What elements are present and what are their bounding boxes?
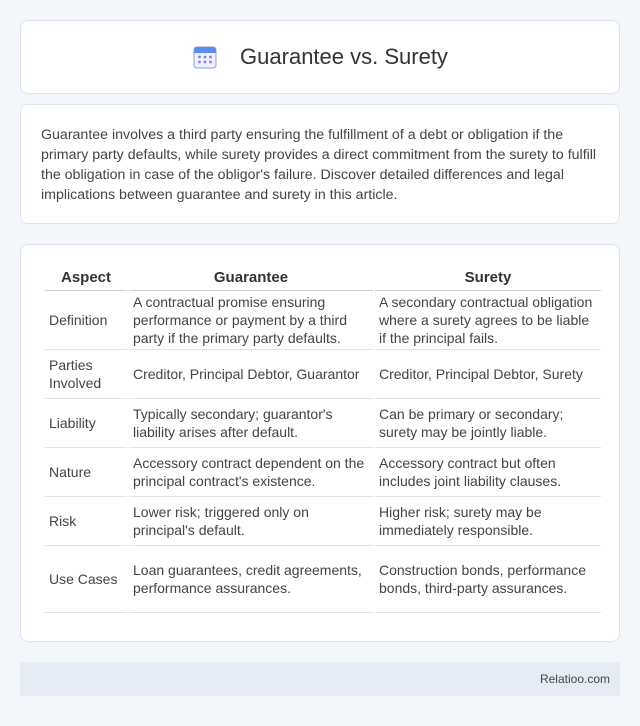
footer-brand[interactable]: Relatioo.com: [539, 672, 610, 686]
intro-card: [20, 104, 620, 224]
aspect-cell: Nature: [45, 448, 127, 497]
table-header-row: [45, 265, 601, 291]
guarantee-cell: Creditor, Principal Debtor, Guarantor: [129, 350, 373, 399]
footer: [20, 662, 620, 696]
guarantee-cell: Lower risk; triggered only on principal's default.: [129, 497, 373, 546]
surety-cell: Creditor, Principal Debtor, Surety: [375, 350, 601, 399]
calendar-icon: [192, 44, 218, 70]
surety-cell: Higher risk; surety may be immediately responsible.: [375, 497, 601, 546]
table-row: [45, 448, 601, 497]
aspect-cell: Liability: [45, 399, 127, 448]
table-row: [45, 350, 601, 399]
header-surety: Surety: [375, 265, 601, 291]
table-row: [45, 546, 601, 613]
intro-paragraph: Guarantee involves a third party ensuring the fulfillment of a debt or obligation if the primary party defaults, while surety provides a direct commitment from the surety to fulfill the obligation in case of the obligor's failure. Discover detailed differences and legal implications between guarantee and surety in this article.: [41, 127, 597, 203]
comparison-card: [20, 244, 620, 642]
guarantee-cell: Loan guarantees, credit agreements, performance assurances.: [129, 546, 373, 613]
table-row: [45, 399, 601, 448]
aspect-cell: Risk: [45, 497, 127, 546]
table-row: [45, 291, 601, 350]
table-row: [45, 497, 601, 546]
guarantee-cell: Typically secondary; guarantor's liability arises after default.: [129, 399, 373, 448]
guarantee-cell: A contractual promise ensuring performance or payment by a third party if the primary party defaults.: [129, 291, 373, 350]
surety-cell: A secondary contractual obligation where a surety agrees to be liable if the principal fails.: [375, 291, 601, 350]
page-title: Guarantee vs. Surety: [240, 44, 448, 69]
surety-cell: Can be primary or secondary; surety may be jointly liable.: [375, 399, 601, 448]
surety-cell: Accessory contract but often includes joint liability clauses.: [375, 448, 601, 497]
aspect-cell: Definition: [45, 291, 127, 350]
surety-cell: Construction bonds, performance bonds, third-party assurances.: [375, 546, 601, 613]
header-aspect: Aspect: [45, 265, 127, 291]
comparison-table: [43, 265, 603, 613]
header-guarantee: Guarantee: [129, 265, 373, 291]
guarantee-cell: Accessory contract dependent on the principal contract's existence.: [129, 448, 373, 497]
title-card: [20, 20, 620, 94]
aspect-cell: Parties Involved: [45, 350, 127, 399]
aspect-cell: Use Cases: [45, 546, 127, 613]
